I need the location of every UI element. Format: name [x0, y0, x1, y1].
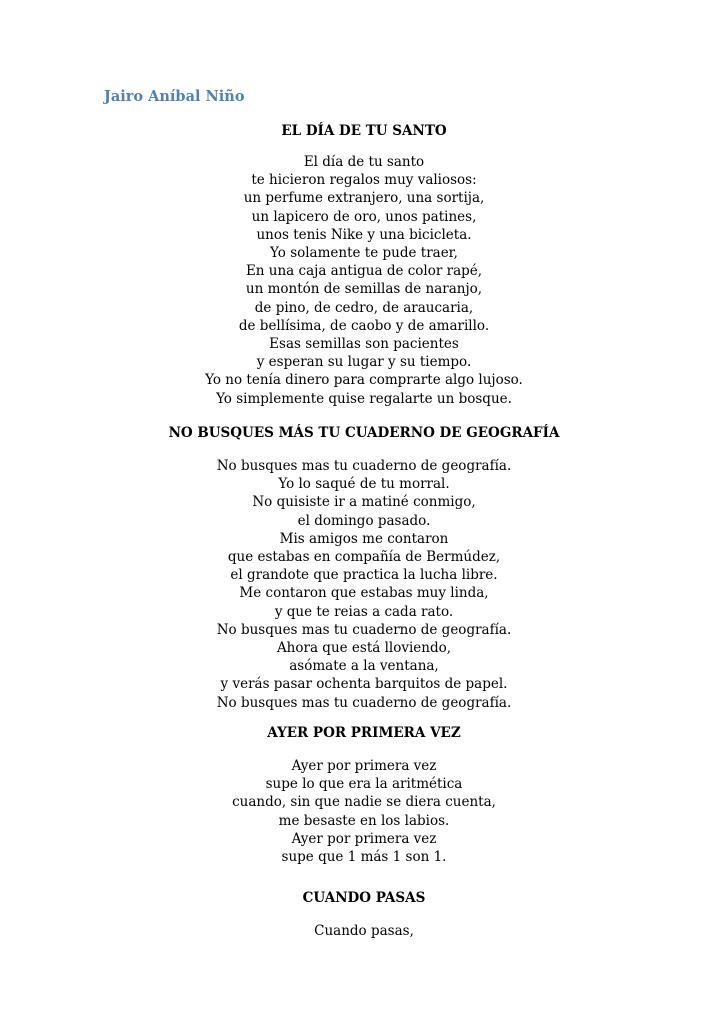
verse-line: un montón de semillas de naranjo,	[245, 281, 483, 298]
poem-title: CUANDO PASAS	[302, 890, 426, 906]
poem-body	[0, 153, 728, 408]
poem-body	[0, 457, 728, 712]
verse-line: Me contaron que estabas muy linda,	[239, 585, 489, 602]
poem-body	[0, 757, 728, 866]
verse-line: Yo simplemente quise regalarte un bosque.	[216, 390, 512, 407]
verse-line: de pino, de cedro, de araucaria,	[254, 299, 474, 316]
verse-line: En una caja antigua de color rapé,	[245, 263, 483, 280]
verse-line: Ayer por primera vez	[291, 758, 437, 774]
verse-line: El día de tu santo	[303, 154, 425, 170]
verse-line: que estabas en compañía de Bermúdez,	[227, 549, 501, 566]
verse-line: cuando, sin que nadie se diera cuenta,	[232, 794, 496, 811]
poem-body	[0, 922, 728, 940]
verse-line: asómate a la ventana,	[289, 658, 439, 675]
verse-line: de bellísima, de caobo y de amarillo.	[238, 317, 490, 334]
verse-line: Yo lo saqué de tu morral.	[278, 476, 450, 493]
verse-line: No busques mas tu cuaderno de geografía.	[216, 621, 512, 638]
verse-line: un perfume extranjero, una sortija,	[243, 190, 485, 207]
verse-line: y que te reias a cada rato.	[274, 603, 454, 620]
verse-line: el grandote que practica la lucha libre.	[230, 567, 498, 584]
verse-line: supe que 1 más 1 son 1.	[281, 849, 447, 866]
verse-line: Yo no tenía dinero para comprarte algo lujoso.	[205, 372, 523, 389]
poem-title: NO BUSQUES MÁS TU CUADERNO DE GEOGRAFÍA	[168, 425, 560, 441]
verse-line: No busques mas tu cuaderno de geografía.	[216, 458, 512, 474]
verse-line: Cuando pasas,	[314, 923, 414, 939]
verse-line: No busques mas tu cuaderno de geografía.	[216, 694, 512, 711]
verse-line: Mis amigos me contaron	[279, 530, 449, 547]
verse-line: No quisiste ir a matiné conmigo,	[252, 494, 476, 511]
verse-line: Yo solamente te pude traer,	[270, 245, 458, 262]
verse-line: me besaste en los labios.	[278, 812, 450, 829]
author-name: Jairo Aníbal Niño	[104, 88, 245, 105]
verse-line: Esas semillas son pacientes	[269, 336, 459, 353]
verse-line: te hicieron regalos muy valiosos:	[251, 172, 477, 189]
verse-line: unos tenis Nike y una bicicleta.	[256, 226, 472, 243]
poem-title: AYER POR PRIMERA VEZ	[267, 725, 461, 741]
verse-line: supe lo que era la aritmética	[265, 776, 463, 793]
verse-line: un lapicero de oro, unos patines,	[251, 208, 477, 225]
verse-line: Ahora que está lloviendo,	[276, 640, 452, 657]
poem-title: EL DÍA DE TU SANTO	[281, 123, 447, 139]
verse-line: y esperan su lugar y su tiempo.	[256, 354, 472, 371]
verse-line: el domingo pasado.	[297, 512, 431, 529]
verse-line: Ayer por primera vez	[291, 830, 437, 847]
verse-line: y verás pasar ochenta barquitos de papel.	[220, 676, 508, 693]
